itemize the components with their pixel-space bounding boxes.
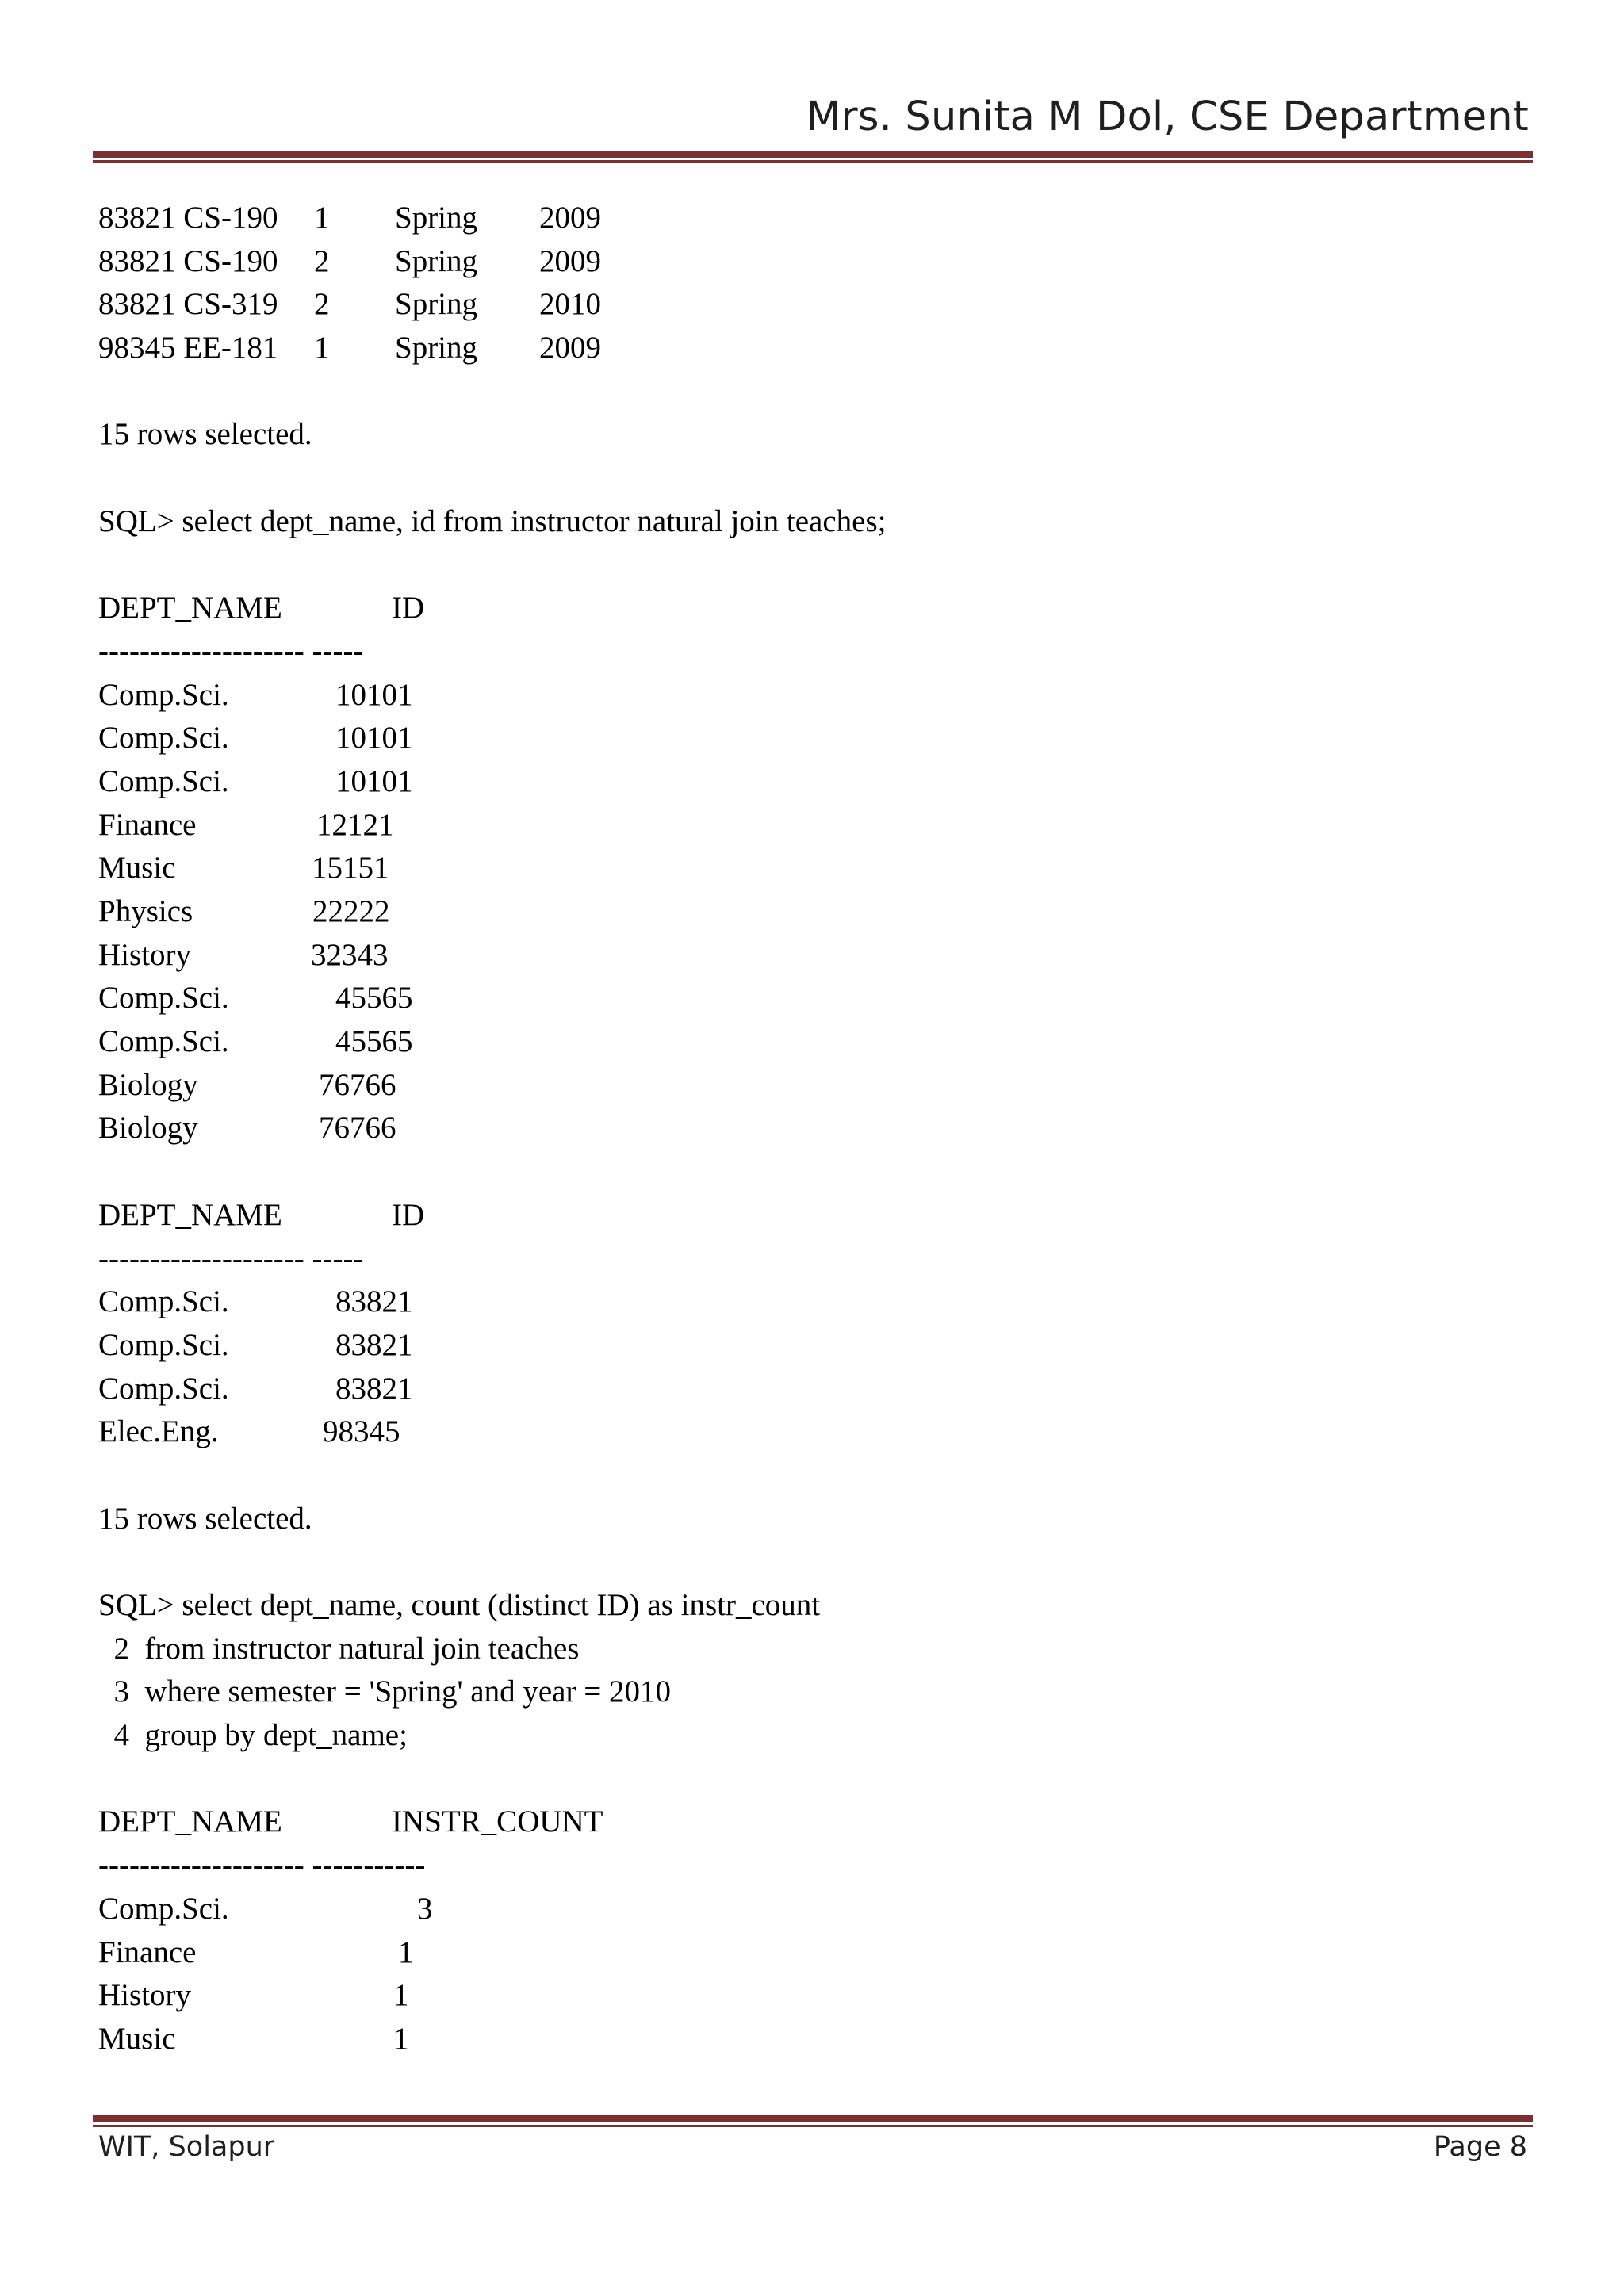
table-header-row [98, 1194, 1526, 1238]
table-header-row [98, 1800, 1526, 1844]
column-header-instr-count: INSTR_COUNT [392, 1804, 603, 1839]
footer-rule-thin-line [93, 2125, 1533, 2127]
teaches-id-course: 98345 EE-181 [98, 331, 278, 365]
id-cell: 45565 [335, 1024, 413, 1059]
teaches-year: 2009 [539, 201, 601, 235]
teaches-id-course: 83821 CS-190 [98, 243, 278, 278]
teaches-sec: 1 [314, 201, 330, 235]
teaches-semester: Spring [395, 287, 478, 322]
header-rule-thick-line [93, 151, 1533, 158]
footer-institution: WIT, Solapur [98, 2131, 275, 2163]
dept-name-cell: Finance [98, 807, 197, 842]
dept-name-cell: Music [98, 2021, 176, 2056]
teaches-semester: Spring [395, 201, 478, 235]
dept-name-cell: History [98, 937, 191, 972]
id-cell: 76766 [319, 1111, 396, 1146]
column-header-dept-name: DEPT_NAME [98, 1197, 282, 1232]
column-header-dept-name: DEPT_NAME [98, 1804, 282, 1839]
teaches-row [98, 327, 1526, 370]
teaches-semester: Spring [395, 331, 478, 365]
table-row [98, 1107, 1526, 1150]
teaches-sec: 1 [314, 331, 330, 365]
instr-count-cell: 1 [398, 1934, 414, 1969]
id-cell: 22222 [312, 894, 390, 928]
dept-name-cell: Music [98, 851, 176, 886]
footer-page-number: Page 8 [1433, 2131, 1527, 2163]
teaches-year: 2009 [539, 243, 601, 278]
teaches-row [98, 240, 1526, 284]
instr-count-cell: 1 [393, 1978, 409, 2013]
id-cell: 83821 [335, 1371, 413, 1406]
dept-name-cell: Comp.Sci. [98, 1371, 229, 1406]
table-header-row [98, 587, 1526, 630]
id-cell: 32343 [311, 937, 389, 972]
column-header-id: ID [392, 591, 425, 626]
dept-name-cell: Elec.Eng. [98, 1414, 219, 1449]
teaches-id-course: 83821 CS-190 [98, 201, 278, 235]
teaches-id-course: 83821 CS-319 [98, 287, 278, 322]
header-rule [93, 151, 1533, 163]
teaches-year: 2010 [539, 287, 601, 322]
table-row [98, 890, 1526, 934]
dept-name-cell: Finance [98, 1934, 197, 1969]
dept-name-cell: Comp.Sci. [98, 677, 229, 712]
id-cell: 10101 [335, 721, 413, 756]
table-row [98, 934, 1526, 978]
blank-line [98, 1454, 1526, 1498]
table-row [98, 1324, 1526, 1368]
sql-query-line: 2 from instructor natural join teaches [98, 1631, 580, 1666]
dept-name-cell: Comp.Sci. [98, 981, 229, 1016]
rows-selected-text: 15 rows selected. [98, 417, 312, 452]
id-cell: 10101 [335, 763, 413, 798]
id-cell: 12121 [316, 807, 394, 842]
table-row [98, 977, 1526, 1020]
id-cell: 10101 [335, 677, 413, 712]
dept-name-cell: Biology [98, 1111, 198, 1146]
instr-count-cell: 3 [417, 1891, 433, 1926]
table-row [98, 1888, 1526, 1931]
table-row [98, 1368, 1526, 1411]
table-row [98, 804, 1526, 848]
table-row [98, 1974, 1526, 2018]
table-separator: -------------------- ----------- [98, 1848, 426, 1883]
table-row [98, 1410, 1526, 1454]
sql-query-line: SQL> select dept_name, count (distinct ID) as instr_count [98, 1588, 821, 1622]
table-row [98, 1020, 1526, 1064]
sql-query-line: SQL> select dept_name, id from instructor natural join teaches; [98, 503, 887, 538]
id-cell: 83821 [335, 1284, 413, 1319]
blank-line [98, 544, 1526, 587]
dept-name-cell: Physics [98, 894, 193, 928]
dept-name-cell: History [98, 1978, 191, 2013]
footer-rule-thick-line [93, 2115, 1533, 2122]
header-rule-thin-line [93, 160, 1533, 163]
instr-count-cell: 1 [393, 2021, 409, 2056]
teaches-sec: 2 [314, 243, 330, 278]
table-row [98, 760, 1526, 804]
dept-name-cell: Comp.Sci. [98, 1024, 229, 1059]
dept-name-cell: Biology [98, 1067, 198, 1102]
sql-output-content [98, 197, 1526, 2061]
dept-name-cell: Comp.Sci. [98, 1284, 229, 1319]
id-cell: 15151 [312, 851, 389, 886]
blank-line [98, 1758, 1526, 1801]
column-header-id: ID [392, 1197, 425, 1232]
table-row [98, 2018, 1526, 2061]
table-row [98, 1280, 1526, 1324]
dept-name-cell: Comp.Sci. [98, 763, 229, 798]
table-row [98, 1064, 1526, 1108]
footer-rule [93, 2115, 1533, 2127]
sql-query-line: 4 group by dept_name; [98, 1718, 408, 1753]
id-cell: 76766 [319, 1067, 396, 1102]
rows-selected-text: 15 rows selected. [98, 1501, 312, 1536]
id-cell: 98345 [323, 1414, 400, 1449]
table-row [98, 1931, 1526, 1975]
table-row [98, 847, 1526, 890]
table-row [98, 674, 1526, 718]
dept-name-cell: Comp.Sci. [98, 1327, 229, 1362]
teaches-semester: Spring [395, 243, 478, 278]
teaches-sec: 2 [314, 287, 330, 322]
table-separator: -------------------- ----- [98, 633, 364, 668]
teaches-row [98, 197, 1526, 240]
sql-query-line: 3 where semester = 'Spring' and year = 2010 [98, 1674, 671, 1709]
blank-line [98, 1150, 1526, 1194]
id-cell: 45565 [335, 981, 413, 1016]
page-header-title: Mrs. Sunita M Dol, CSE Department [806, 94, 1529, 140]
blank-line [98, 1540, 1526, 1584]
column-header-dept-name: DEPT_NAME [98, 591, 282, 626]
dept-name-cell: Comp.Sci. [98, 1891, 229, 1926]
table-row [98, 717, 1526, 760]
blank-line [98, 370, 1526, 414]
teaches-year: 2009 [539, 331, 601, 365]
teaches-row [98, 283, 1526, 327]
dept-name-cell: Comp.Sci. [98, 721, 229, 756]
blank-line [98, 457, 1526, 500]
id-cell: 83821 [335, 1327, 413, 1362]
table-separator: -------------------- ----- [98, 1241, 364, 1276]
